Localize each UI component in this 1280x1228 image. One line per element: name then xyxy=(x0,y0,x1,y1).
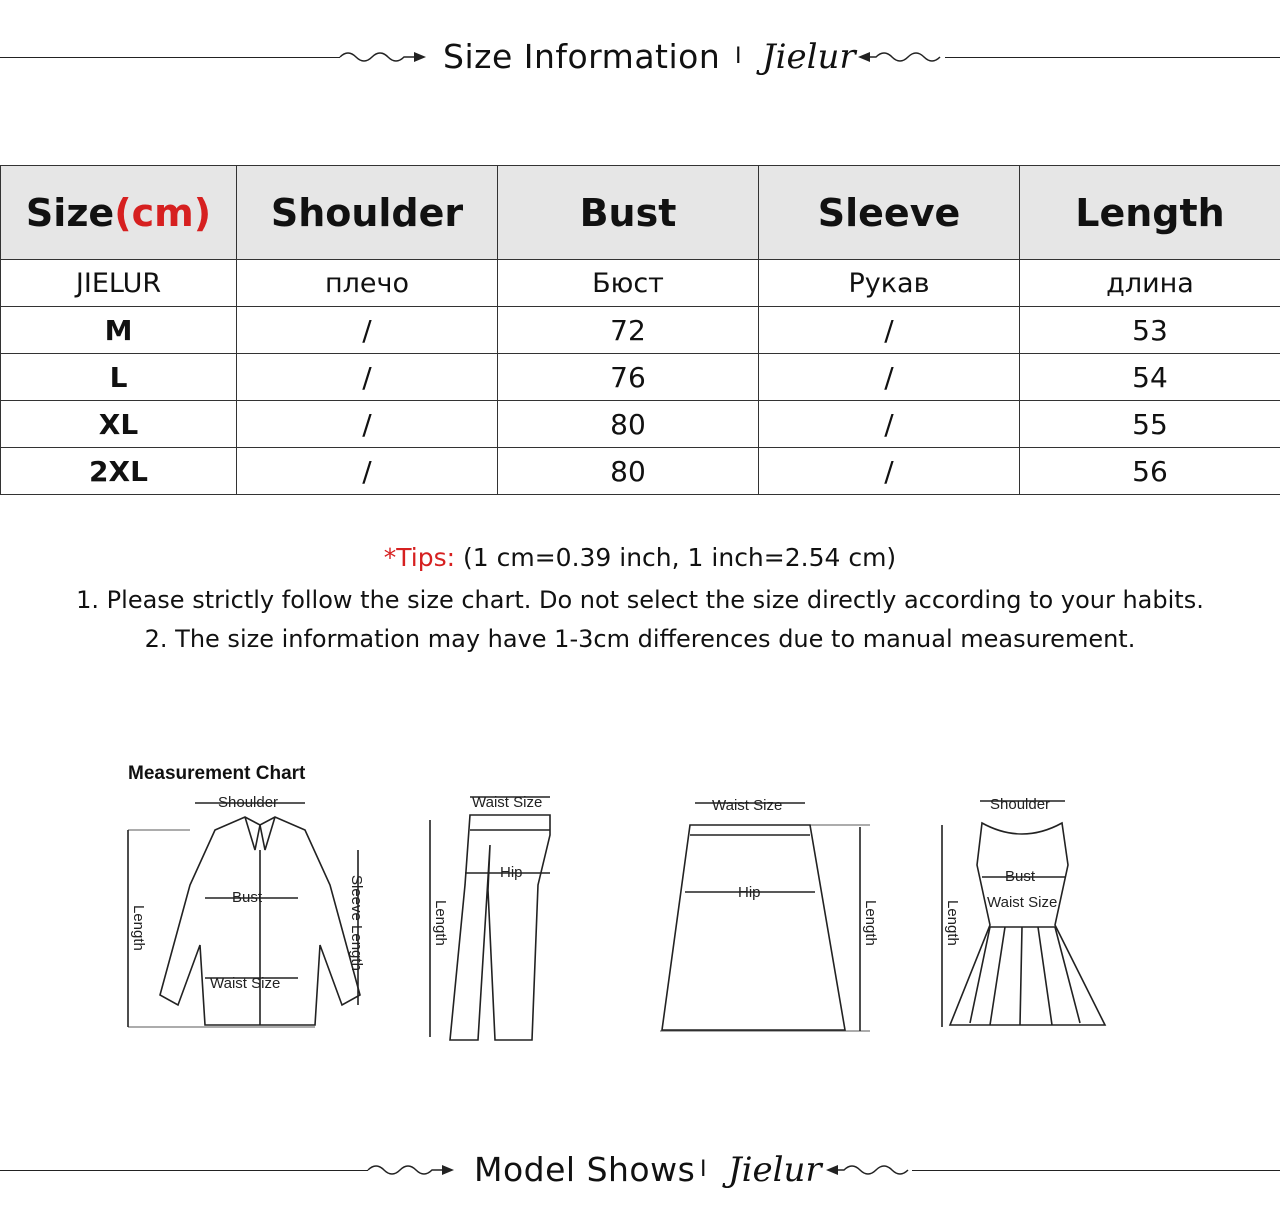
measurement-chart xyxy=(120,755,1120,1055)
dress-length-label: Length xyxy=(944,900,961,946)
shirt-waist-label: Waist Size xyxy=(210,975,281,992)
tips-conversion-line xyxy=(0,543,1280,572)
table-cell: 54 xyxy=(1020,354,1280,401)
skirt-diagram xyxy=(660,803,870,1031)
dress-bust-label: Bust xyxy=(1005,868,1036,885)
table-row xyxy=(1,354,1280,401)
table-cell: 80 xyxy=(498,401,759,448)
header-shoulder: Shoulder xyxy=(237,166,498,260)
shirt-sleeve-label: Sleeve Length xyxy=(348,875,365,971)
pants-hip-label: Hip xyxy=(500,864,523,881)
table-row xyxy=(1,401,1280,448)
shirt-shoulder-label: Shoulder xyxy=(218,794,279,811)
table-row xyxy=(1,448,1280,495)
section-title: Model Shows xyxy=(474,1150,696,1189)
size-unit: (cm) xyxy=(114,190,212,235)
table-cell: 76 xyxy=(498,354,759,401)
tips-line-2: 2. The size information may have 1-3cm differences due to manual measurement. xyxy=(144,625,1136,653)
table-subheader-row xyxy=(1,260,1280,307)
divider-left xyxy=(0,57,340,58)
table-cell: 53 xyxy=(1020,307,1280,354)
table-cell: 2XL xyxy=(1,448,237,495)
header-bust: Bust xyxy=(498,166,759,260)
table-cell: / xyxy=(237,448,498,495)
shirt-length-label: Length xyxy=(130,905,147,951)
tips-line-1: 1. Please strictly follow the size chart. Do not select the size directly according to your habits. xyxy=(76,586,1204,614)
shirt-bust-label: Bust xyxy=(232,889,263,906)
table-cell: / xyxy=(237,354,498,401)
squiggle-arrow-right-icon xyxy=(366,1158,456,1182)
skirt-hip-label: Hip xyxy=(738,884,761,901)
header-length: Length xyxy=(1020,166,1280,260)
garment-diagrams xyxy=(120,755,1120,1055)
divider-right xyxy=(912,1170,1280,1171)
table-cell: / xyxy=(759,401,1020,448)
table-cell: / xyxy=(759,307,1020,354)
table-cell: L xyxy=(1,354,237,401)
pants-waist-label: Waist Size xyxy=(472,794,543,811)
table-cell: 55 xyxy=(1020,401,1280,448)
divider-left xyxy=(0,1170,368,1171)
squiggle-arrow-left-icon xyxy=(824,1158,914,1182)
size-table xyxy=(0,165,1280,495)
table-cell: XL xyxy=(1,401,237,448)
brand-logo: Jielur xyxy=(762,37,856,77)
measurement-chart-title: Measurement Chart xyxy=(128,763,306,784)
table-cell: длина xyxy=(1020,260,1280,307)
squiggle-arrow-left-icon xyxy=(856,45,946,69)
table-cell: 56 xyxy=(1020,448,1280,495)
table-cell: M xyxy=(1,307,237,354)
pants-length-label: Length xyxy=(432,900,449,946)
table-cell: Бюст xyxy=(498,260,759,307)
table-cell: 80 xyxy=(498,448,759,495)
squiggle-arrow-right-icon xyxy=(338,45,428,69)
section-header-size-information xyxy=(0,27,1280,87)
tips-conversion: (1 cm=0.39 inch, 1 inch=2.54 cm) xyxy=(455,543,897,572)
section-header-model-shows xyxy=(0,1140,1280,1200)
dress-waist-label: Waist Size xyxy=(987,894,1058,911)
skirt-waist-label: Waist Size xyxy=(712,797,783,814)
brand-logo: Jielur xyxy=(728,1150,822,1190)
table-cell: / xyxy=(237,401,498,448)
dress-shoulder-label: Shoulder xyxy=(990,796,1051,813)
table-cell: JIELUR xyxy=(1,260,237,307)
divider-right xyxy=(945,57,1280,58)
section-title: Size Information xyxy=(443,37,721,76)
table-cell: / xyxy=(759,448,1020,495)
table-cell: 72 xyxy=(498,307,759,354)
tips-label: *Tips: xyxy=(383,543,456,572)
header-sleeve: Sleeve xyxy=(759,166,1020,260)
header-size: Size(cm) xyxy=(1,166,237,260)
table-cell: / xyxy=(237,307,498,354)
table-row xyxy=(1,307,1280,354)
skirt-length-label: Length xyxy=(862,900,879,946)
shirt-diagram xyxy=(128,803,360,1027)
table-cell: Рукав xyxy=(759,260,1020,307)
title-separator: I xyxy=(700,1157,707,1182)
table-header-row xyxy=(1,166,1280,260)
table-cell: плечо xyxy=(237,260,498,307)
table-cell: / xyxy=(759,354,1020,401)
dress-diagram xyxy=(942,801,1105,1027)
title-separator: I xyxy=(735,44,742,69)
